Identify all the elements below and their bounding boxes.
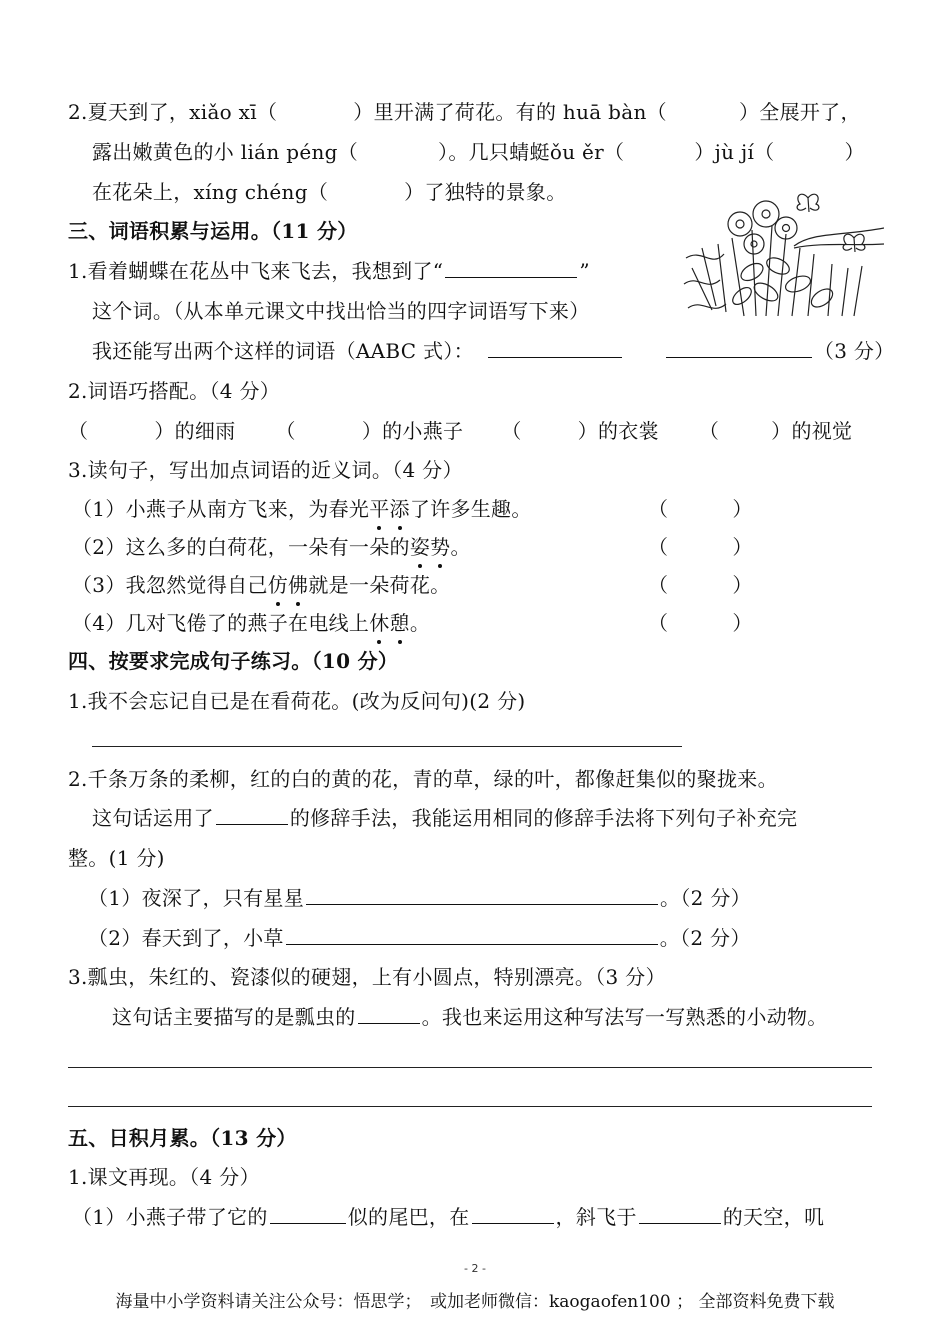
text: 1.看着蝴蝶在花丛中飞来飞去，我想到了“ [68,259,444,283]
page-number: - 2 - [464,1262,486,1275]
s3-q1-line1 [68,256,590,286]
s4-q2-sentence-1 [88,883,751,913]
text: 。 [409,611,431,635]
text: 的修辞手法，我能运用相同的修辞手法将下列句子补充完 [289,806,798,830]
text: 这句话主要描写的是瓢虫的 [112,1005,356,1029]
text: （1）小燕子带了它的 [72,1205,268,1229]
section-4-title: 四、按要求完成句子练习。（10 分） [68,649,399,673]
text: （3）我忽然觉得自己 [72,573,268,597]
s3-q3-answer-4[interactable]: （ ） [648,611,753,635]
dotted-char: 仿 [268,570,288,600]
answer-blank[interactable] [286,924,658,945]
text: ）里开满了荷花。有的 huā bàn（ [353,100,667,124]
answer-line[interactable] [68,1067,872,1068]
answer-blank[interactable] [472,1203,554,1224]
text: ）。几只蜻蜓ǒu ěr（ [438,140,625,164]
answer-line[interactable] [92,746,682,747]
s4-q1: 1.我不会忘记自已是在看荷花。(改为反问句)(2 分) [68,689,526,713]
text: ）jù jí（ [694,140,775,164]
text: ） [844,140,865,164]
text: 2.夏天到了，xiǎo xī（ [68,100,278,124]
answer-blank[interactable] [666,337,812,358]
answer-blank[interactable] [358,1003,420,1024]
text: 似的尾巴，在 [347,1205,470,1229]
s5-q1-sentence-1 [72,1202,824,1232]
score: （3 分） [813,339,895,363]
text: 。我也来运用这种写法写一写熟悉的小动物。 [421,1005,828,1029]
answer-line[interactable] [68,1106,872,1107]
text: （ [275,419,296,443]
s3-q3-title: 3.读句子，写出加点词语的近义词。（4 分） [68,458,463,482]
dotted-char: 憩 [390,608,410,638]
s3-q2-items [68,416,852,446]
answer-blank[interactable] [270,1203,346,1224]
text: （2）这么多的白荷花，一朵有一朵的 [72,535,410,559]
answer-blank[interactable] [488,337,622,358]
text: （4）几对飞倦了的燕子在电线上 [72,611,370,635]
dotted-char: 添 [390,494,410,524]
text: ，斜飞于 [555,1205,637,1229]
text: 的天空，叽 [722,1205,825,1229]
text: （1）夜深了，只有星星 [88,886,305,910]
text: ” [579,259,590,283]
s3-q1-line2: 这个词。（从本单元课文中找出恰当的四字词语写下来） [92,299,590,323]
text: 就是一朵荷花。 [308,573,451,597]
dotted-char: 姿 [410,532,430,562]
text: 这句话运用了 [92,806,214,830]
pinyin-fill-line-2 [92,137,865,167]
answer-blank[interactable] [216,804,288,825]
text: 。（2 分） [659,926,751,950]
section-3-title: 三、词语积累与运用。（11 分） [68,219,358,243]
dotted-char: 势 [430,532,450,562]
s3-q3-answer-2[interactable]: （ ） [648,535,753,559]
text: 露出嫩黄色的小 lián péng（ [92,140,359,164]
text: ）全展开了， [738,100,861,124]
s3-q2-title: 2.词语巧搭配。（4 分） [68,379,281,403]
s3-q3-sentence-3 [72,570,450,600]
s4-q2-line2 [92,803,797,833]
section-5-title: 五、日积月累。（13 分） [68,1126,297,1150]
dotted-char: 休 [369,608,389,638]
text: 。 [450,535,471,559]
s4-q3-line1: 3.瓢虫，朱红的、瓷漆似的硬翅，上有小圆点，特别漂亮。（3 分） [68,965,666,989]
text: （ [68,419,89,443]
s5-q1: 1.课文再现。（4 分） [68,1165,260,1189]
s3-q3-sentence-1 [72,494,532,524]
s3-q3-answer-3[interactable]: （ ） [648,573,753,597]
answer-blank[interactable] [445,257,577,278]
text: 了许多生趣。 [409,497,532,521]
answer-blank[interactable] [639,1203,721,1224]
text: ）了独特的景象。 [404,180,567,204]
s4-q2-line1: 2.千条万条的柔柳，红的白的黄的花，青的草，绿的叶，都像赶集似的聚拢来。 [68,767,778,791]
text: ）的小燕子 [361,419,464,443]
text: ）的视觉 [771,419,853,443]
text: 我还能写出两个这样的词语（AABC 式）： [92,339,474,363]
s4-q2-line3: 整。(1 分) [68,846,165,870]
text: 。（2 分） [660,886,751,910]
text: （1）小燕子从南方飞来，为春光 [72,497,370,521]
s3-q1-line3 [92,336,895,366]
text: 在花朵上，xíng chéng（ [92,180,329,204]
text: ）的细雨 [154,419,236,443]
pinyin-fill-line-1 [68,97,861,127]
text: （ [698,419,720,443]
pinyin-fill-line-3 [92,177,567,207]
s3-q3-sentence-4 [72,608,430,638]
answer-blank[interactable] [306,884,658,905]
flower-butterfly-illustration-icon [682,188,884,320]
dotted-char: 佛 [288,570,308,600]
s3-q3-sentence-2 [72,532,471,562]
s4-q3-line2 [112,1002,828,1032]
text: （ [501,419,522,443]
dotted-char: 平 [369,494,389,524]
text: （2）春天到了，小草 [88,926,284,950]
text: ）的衣裳 [577,419,659,443]
s3-q3-answer-1[interactable]: （ ） [648,497,753,521]
footer-notice: 海量中小学资料请关注公众号：悟思学； 或加老师微信：kaogaofen100 ； 全部资料免费下载 [115,1292,835,1312]
s4-q2-sentence-2 [88,923,751,953]
